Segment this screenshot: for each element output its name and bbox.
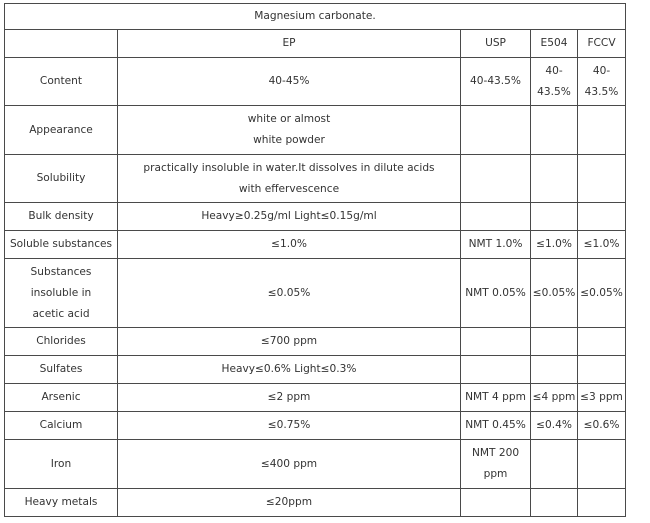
fccv-cell bbox=[578, 328, 626, 356]
usp-cell bbox=[461, 203, 531, 231]
param-cell: Appearance bbox=[5, 106, 118, 155]
fccv-cell bbox=[578, 155, 626, 203]
usp-cell: NMT 200 ppm bbox=[461, 440, 531, 489]
table-row bbox=[5, 356, 626, 384]
table-row bbox=[5, 259, 626, 328]
table-row bbox=[5, 328, 626, 356]
table-row bbox=[5, 489, 626, 517]
fccv-cell: ≤0.05% bbox=[578, 259, 626, 328]
ep-cell: white or almost white powder bbox=[118, 106, 461, 155]
param-cell: Bulk density bbox=[5, 203, 118, 231]
fccv-cell bbox=[578, 489, 626, 517]
header-cell-e504: E504 bbox=[531, 30, 578, 58]
ep-cell: ≤700 ppm bbox=[118, 328, 461, 356]
usp-cell: 40-43.5% bbox=[461, 58, 531, 106]
ep-cell: ≤2 ppm bbox=[118, 384, 461, 412]
ep-cell: ≤20ppm bbox=[118, 489, 461, 517]
table-row bbox=[5, 440, 626, 489]
usp-cell bbox=[461, 356, 531, 384]
header-cell-parameter bbox=[5, 30, 118, 58]
param-cell: Chlorides bbox=[5, 328, 118, 356]
fccv-cell: ≤1.0% bbox=[578, 231, 626, 259]
header-row bbox=[5, 30, 626, 58]
fccv-cell bbox=[578, 106, 626, 155]
header-cell-ep: EP bbox=[118, 30, 461, 58]
table-row bbox=[5, 384, 626, 412]
usp-cell bbox=[461, 489, 531, 517]
usp-cell: NMT 0.45% bbox=[461, 412, 531, 440]
e504-cell bbox=[531, 356, 578, 384]
param-cell: Iron bbox=[5, 440, 118, 489]
table-row bbox=[5, 203, 626, 231]
e504-cell bbox=[531, 328, 578, 356]
e504-cell: ≤1.0% bbox=[531, 231, 578, 259]
usp-cell: NMT 0.05% bbox=[461, 259, 531, 328]
param-cell: Soluble substances bbox=[5, 231, 118, 259]
fccv-cell bbox=[578, 440, 626, 489]
ep-cell: ≤1.0% bbox=[118, 231, 461, 259]
header-cell-fccv: FCCV bbox=[578, 30, 626, 58]
table-title: Magnesium carbonate. bbox=[5, 4, 626, 30]
param-cell: Arsenic bbox=[5, 384, 118, 412]
param-cell: Sulfates bbox=[5, 356, 118, 384]
header-cell-usp: USP bbox=[461, 30, 531, 58]
fccv-cell: ≤0.6% bbox=[578, 412, 626, 440]
title-row bbox=[5, 4, 626, 30]
ep-cell: Heavy≥0.25g/ml Light≤0.15g/ml bbox=[118, 203, 461, 231]
specification-table bbox=[4, 3, 626, 517]
ep-cell: ≤0.05% bbox=[118, 259, 461, 328]
table-row bbox=[5, 155, 626, 203]
table-row bbox=[5, 58, 626, 106]
e504-cell: ≤0.4% bbox=[531, 412, 578, 440]
param-cell: Substances insoluble in acetic acid bbox=[5, 259, 118, 328]
fccv-cell: ≤3 ppm bbox=[578, 384, 626, 412]
param-cell: Calcium bbox=[5, 412, 118, 440]
usp-cell: NMT 1.0% bbox=[461, 231, 531, 259]
param-cell: Heavy metals bbox=[5, 489, 118, 517]
ep-cell: ≤0.75% bbox=[118, 412, 461, 440]
ep-cell: Heavy≤0.6% Light≤0.3% bbox=[118, 356, 461, 384]
param-cell: Solubility bbox=[5, 155, 118, 203]
e504-cell bbox=[531, 155, 578, 203]
ep-cell: practically insoluble in water.It dissolves in dilute acids with effervescence bbox=[118, 155, 461, 203]
e504-cell bbox=[531, 489, 578, 517]
e504-cell bbox=[531, 203, 578, 231]
fccv-cell bbox=[578, 356, 626, 384]
e504-cell bbox=[531, 106, 578, 155]
usp-cell bbox=[461, 155, 531, 203]
usp-cell: NMT 4 ppm bbox=[461, 384, 531, 412]
ep-cell: ≤400 ppm bbox=[118, 440, 461, 489]
table-row bbox=[5, 412, 626, 440]
fccv-cell bbox=[578, 203, 626, 231]
fccv-cell: 40-43.5% bbox=[578, 58, 626, 106]
e504-cell: ≤0.05% bbox=[531, 259, 578, 328]
e504-cell: ≤4 ppm bbox=[531, 384, 578, 412]
param-cell: Content bbox=[5, 58, 118, 106]
usp-cell bbox=[461, 106, 531, 155]
e504-cell bbox=[531, 440, 578, 489]
usp-cell bbox=[461, 328, 531, 356]
table-row bbox=[5, 231, 626, 259]
table-row bbox=[5, 106, 626, 155]
e504-cell: 40-43.5% bbox=[531, 58, 578, 106]
ep-cell: 40-45% bbox=[118, 58, 461, 106]
